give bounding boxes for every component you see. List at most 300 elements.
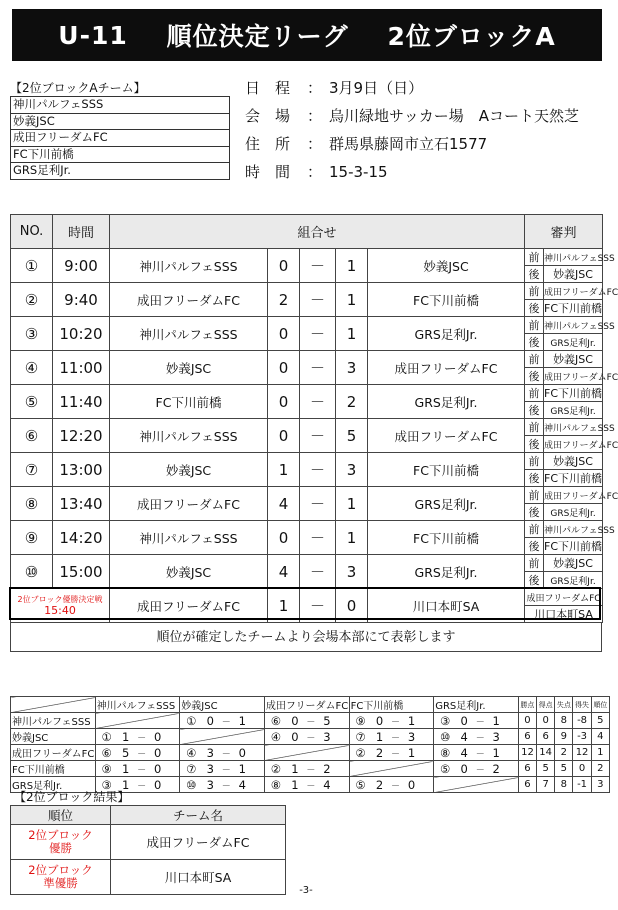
match-row (11, 249, 603, 266)
league-goals-against: 4 (323, 777, 331, 792)
home-score: 1 (268, 453, 300, 487)
award-notice: 順位が確定したチームより会場本部にて表彰します (10, 622, 602, 652)
referee-2: GRS足利Jr. (544, 504, 603, 521)
league-col-stat: 順位 (591, 697, 609, 713)
referee-2: FC下川前橋 (544, 470, 603, 487)
home-team: 神川パルフェSSS (110, 419, 268, 453)
results-team: 川口本町SA (111, 860, 286, 895)
final-time: 15:40 (44, 604, 76, 617)
league-result-cell (434, 729, 519, 745)
league-result-cell (349, 745, 434, 761)
league-goals-against: 1 (238, 713, 246, 728)
referee-1: 成田フリーダムFC (544, 487, 603, 504)
league-goals-against: 0 (153, 761, 162, 776)
home-score: 0 (268, 521, 300, 555)
league-result-cell (349, 729, 434, 745)
league-stat-value: 12 (573, 745, 591, 761)
league-goals-against: 2 (323, 761, 331, 776)
league-goals-for: 0 (460, 761, 468, 776)
info-date: 日 程 ： 3月9日（日） (245, 79, 424, 97)
score-dash: － (300, 589, 336, 623)
referee-front-label: 前 (525, 351, 544, 368)
league-match-number: ⑥ (101, 745, 112, 760)
league-dash: － (475, 749, 485, 760)
league-goals-against: 1 (238, 761, 246, 776)
league-stat-value: 1 (591, 745, 609, 761)
away-team: 成田フリーダムFC (368, 419, 525, 453)
referee-2: FC下川前橋 (544, 538, 603, 555)
away-team: 川口本町SA (368, 589, 525, 623)
final-label-text: 2位ブロック優勝決定戦 (17, 595, 103, 604)
away-team: GRS足利Jr. (368, 385, 525, 419)
away-score: 1 (336, 521, 368, 555)
league-col-team: 神川パルフェSSS (95, 697, 180, 713)
home-score: 0 (268, 351, 300, 385)
away-team: GRS足利Jr. (368, 487, 525, 521)
league-goals-for: 1 (121, 729, 130, 744)
score-dash: － (300, 521, 336, 555)
referee-2: GRS足利Jr. (544, 334, 603, 351)
referee-1: 成田フリーダムFC (525, 589, 603, 606)
league-col-team: FC下川前橋 (349, 697, 434, 713)
league-self-cell (349, 761, 434, 777)
away-team: FC下川前橋 (368, 283, 525, 317)
league-goals-against: 0 (153, 745, 162, 760)
league-match-number: ⑦ (186, 761, 197, 776)
team-list-header: 【2位ブロックAチーム】 (10, 81, 146, 95)
league-goals-for: 2 (375, 777, 384, 792)
title-part2: 順位決定リーグ (166, 22, 349, 51)
away-score: 1 (336, 317, 368, 351)
league-goals-for: 1 (291, 777, 299, 792)
league-row-team: 神川パルフェSSS (11, 713, 96, 729)
league-match-number: ⑧ (440, 745, 451, 760)
results-team: 成田フリーダムFC (111, 825, 286, 860)
match-time: 12:20 (53, 419, 110, 453)
league-stat-value: 7 (537, 777, 555, 793)
referee-back-label: 後 (525, 368, 544, 385)
away-score: 0 (336, 589, 368, 623)
league-goals-against: 1 (407, 745, 416, 760)
score-dash: － (300, 487, 336, 521)
referee-2: 成田フリーダムFC (544, 368, 603, 385)
match-number: ⑨ (11, 521, 53, 555)
league-goals-against: 0 (153, 729, 162, 744)
league-goals-for: 0 (291, 729, 299, 744)
home-team: 神川パルフェSSS (110, 521, 268, 555)
league-stat-value: 0 (537, 713, 555, 729)
league-dash: － (221, 765, 231, 776)
league-goals-for: 3 (206, 745, 214, 760)
match-row (11, 385, 603, 402)
league-goals-against: 3 (492, 729, 500, 744)
match-time: 13:40 (53, 487, 110, 521)
score-dash: － (300, 283, 336, 317)
referee-1: 成田フリーダムFC (544, 283, 603, 300)
league-col-stat: 得点 (537, 697, 555, 713)
home-score: 4 (268, 555, 300, 589)
match-number: ⑩ (11, 555, 53, 589)
league-dash: － (137, 765, 147, 776)
info-time: 時 間 ： 15-3-15 (245, 163, 388, 181)
league-result-cell (434, 713, 519, 729)
league-self-cell (180, 729, 265, 745)
away-score: 3 (336, 351, 368, 385)
referee-1: 神川パルフェSSS (544, 521, 603, 538)
page-title (12, 9, 602, 61)
home-team: 成田フリーダムFC (110, 487, 268, 521)
league-match-number: ④ (270, 729, 282, 744)
league-stat-value: 8 (555, 713, 573, 729)
league-goals-against: 1 (492, 745, 500, 760)
league-dash: － (306, 781, 316, 792)
league-col-team: GRS足利Jr. (434, 697, 519, 713)
league-goals-for: 4 (460, 729, 468, 744)
league-result-cell (95, 729, 180, 745)
referee-back-label: 後 (525, 504, 544, 521)
schedule-table (10, 214, 618, 623)
away-team: FC下川前橋 (368, 453, 525, 487)
score-dash: － (300, 555, 336, 589)
league-match-number: ③ (440, 713, 451, 728)
match-number: ① (11, 249, 53, 283)
referee-2: FC下川前橋 (544, 300, 603, 317)
league-stat-value: 3 (591, 777, 609, 793)
away-score: 3 (336, 555, 368, 589)
results-rank: 2位ブロック 優勝 (11, 825, 111, 860)
league-result-cell (95, 745, 180, 761)
league-match-number: ① (186, 713, 197, 728)
results-row (11, 825, 286, 860)
results-col-team: チーム名 (111, 806, 286, 825)
league-match-number: ⑧ (270, 777, 282, 792)
referee-back-label: 後 (525, 572, 544, 589)
league-match-number: ⑥ (270, 713, 282, 728)
league-stat-value: 6 (537, 729, 555, 745)
league-match-number: ⑤ (440, 761, 451, 776)
league-result-cell (180, 761, 265, 777)
league-match-number: ④ (186, 745, 197, 760)
league-goals-for: 0 (206, 713, 214, 728)
referee-2: GRS足利Jr. (544, 572, 603, 589)
away-score: 2 (336, 385, 368, 419)
team-list-item: 神川パルフェSSS (10, 96, 230, 114)
away-score: 5 (336, 419, 368, 453)
match-row (11, 555, 603, 572)
referee-front-label: 前 (525, 419, 544, 436)
league-stat-value: 2 (591, 761, 609, 777)
away-team: FC下川前橋 (368, 521, 525, 555)
referee-1: 妙義JSC (544, 351, 603, 368)
referee-back-label: 後 (525, 334, 544, 351)
referee-1: 神川パルフェSSS (544, 419, 603, 436)
league-goals-against: 3 (407, 729, 416, 744)
score-dash: － (300, 453, 336, 487)
league-stat-value: 0 (518, 713, 536, 729)
league-dash: － (475, 765, 485, 776)
league-result-cell (180, 777, 265, 793)
referee-front-label: 前 (525, 453, 544, 470)
referee-back-label: 後 (525, 300, 544, 317)
home-team: 妙義JSC (110, 555, 268, 589)
final-match-label (11, 589, 110, 623)
away-team: GRS足利Jr. (368, 317, 525, 351)
score-dash: － (300, 419, 336, 453)
league-result-cell (95, 761, 180, 777)
league-col-team: 成田フリーダムFC (264, 697, 349, 713)
referee-1: 妙義JSC (544, 555, 603, 572)
league-match-number: ② (355, 745, 366, 760)
league-stat-value: 5 (537, 761, 555, 777)
league-col-stat: 失点 (555, 697, 573, 713)
league-row (11, 761, 610, 777)
page-number: -3- (299, 885, 313, 896)
match-number: ⑦ (11, 453, 53, 487)
league-match-number: ⑤ (355, 777, 366, 792)
match-row (11, 419, 603, 436)
league-result-cell (264, 777, 349, 793)
away-score: 3 (336, 453, 368, 487)
league-table (10, 696, 610, 793)
match-row (11, 521, 603, 538)
league-row-team: 成田フリーダムFC (11, 745, 96, 761)
league-goals-for: 0 (460, 713, 468, 728)
league-row (11, 745, 610, 761)
league-corner (11, 697, 96, 713)
match-row (11, 283, 603, 300)
league-result-cell (349, 777, 434, 793)
league-goals-for: 4 (460, 745, 468, 760)
home-team: 妙義JSC (110, 351, 268, 385)
league-stat-value: 12 (518, 745, 536, 761)
league-stat-value: 9 (555, 729, 573, 745)
home-score: 0 (268, 385, 300, 419)
league-dash: － (391, 749, 401, 760)
league-result-cell (434, 761, 519, 777)
league-dash: － (137, 749, 147, 760)
league-result-cell (434, 745, 519, 761)
league-stat-value: 6 (518, 777, 536, 793)
referee-back-label: 後 (525, 538, 544, 555)
referee-1: 神川パルフェSSS (544, 249, 603, 266)
league-goals-against: 1 (407, 713, 416, 728)
league-goals-against: 5 (323, 713, 331, 728)
league-dash: － (306, 733, 316, 744)
league-stat-value: 5 (555, 761, 573, 777)
league-self-cell (95, 713, 180, 729)
league-goals-against: 0 (153, 777, 162, 792)
referee-front-label: 前 (525, 385, 544, 402)
away-score: 1 (336, 249, 368, 283)
home-team: 成田フリーダムFC (110, 283, 268, 317)
league-goals-for: 1 (375, 729, 384, 744)
score-dash: － (300, 385, 336, 419)
col-header-referee: 審判 (525, 215, 603, 249)
league-dash: － (137, 733, 147, 744)
home-score: 0 (268, 317, 300, 351)
title-part3: 2位ブロックA (387, 22, 556, 51)
title-part1: U-11 (58, 20, 128, 50)
referee-front-label: 前 (525, 317, 544, 334)
league-goals-against: 1 (492, 713, 500, 728)
team-list-box (10, 80, 230, 180)
match-time: 9:40 (53, 283, 110, 317)
league-goals-against: 0 (407, 777, 416, 792)
league-goals-for: 1 (121, 761, 130, 776)
team-list-item: FC下川前橋 (10, 147, 230, 164)
league-stat-value: -3 (573, 729, 591, 745)
referee-2: 川口本町SA (525, 606, 603, 623)
match-row (11, 317, 603, 334)
league-dash: － (475, 717, 485, 728)
league-goals-for: 5 (121, 745, 130, 760)
referee-back-label: 後 (525, 266, 544, 283)
league-match-number: ⑦ (355, 729, 366, 744)
col-header-no: NO. (11, 215, 53, 249)
match-row (11, 351, 603, 368)
league-match-number: ⑨ (101, 761, 112, 776)
team-list-item: GRS足利Jr. (10, 163, 230, 180)
match-number: ⑥ (11, 419, 53, 453)
match-row (11, 487, 603, 504)
league-match-number: ② (270, 761, 282, 776)
match-number: ④ (11, 351, 53, 385)
league-result-cell (349, 713, 434, 729)
league-header-row (11, 697, 610, 713)
away-team: 妙義JSC (368, 249, 525, 283)
home-score: 0 (268, 249, 300, 283)
match-number: ⑤ (11, 385, 53, 419)
league-match-number: ③ (101, 777, 112, 792)
home-score: 1 (268, 589, 300, 623)
results-col-rank: 順位 (11, 806, 111, 825)
home-team: 成田フリーダムFC (110, 589, 268, 623)
match-row (11, 453, 603, 470)
league-col-stat: 得失 (573, 697, 591, 713)
referee-front-label: 前 (525, 249, 544, 266)
league-stat-value: 2 (555, 745, 573, 761)
league-result-cell (264, 713, 349, 729)
match-number: ② (11, 283, 53, 317)
referee-front-label: 前 (525, 487, 544, 504)
referee-back-label: 後 (525, 470, 544, 487)
league-result-cell (180, 745, 265, 761)
league-match-number: ⑩ (440, 729, 451, 744)
league-stat-value: 5 (591, 713, 609, 729)
referee-front-label: 前 (525, 555, 544, 572)
match-number: ③ (11, 317, 53, 351)
league-stat-value: -1 (573, 777, 591, 793)
home-score: 0 (268, 419, 300, 453)
league-stat-value: 6 (518, 729, 536, 745)
referee-front-label: 前 (525, 283, 544, 300)
league-row-team: FC下川前橋 (11, 761, 96, 777)
home-score: 2 (268, 283, 300, 317)
match-row (11, 589, 603, 606)
league-dash: － (306, 765, 316, 776)
home-team: 神川パルフェSSS (110, 249, 268, 283)
league-goals-for: 1 (291, 761, 299, 776)
referee-back-label: 後 (525, 436, 544, 453)
league-stat-value: 4 (591, 729, 609, 745)
league-dash: － (391, 733, 401, 744)
match-time: 9:00 (53, 249, 110, 283)
results-rank: 2位ブロック 準優勝 (11, 860, 111, 895)
home-team: FC下川前橋 (110, 385, 268, 419)
league-row (11, 713, 610, 729)
league-result-cell (264, 729, 349, 745)
league-goals-against: 2 (492, 761, 500, 776)
league-goals-for: 1 (121, 777, 130, 792)
league-stat-value: 8 (555, 777, 573, 793)
match-time: 10:20 (53, 317, 110, 351)
away-score: 1 (336, 283, 368, 317)
score-dash: － (300, 317, 336, 351)
league-goals-for: 3 (206, 761, 214, 776)
league-self-cell (434, 777, 519, 793)
team-list-item: 妙義JSC (10, 114, 230, 131)
league-dash: － (391, 717, 401, 728)
home-team: 妙義JSC (110, 453, 268, 487)
home-score: 4 (268, 487, 300, 521)
league-row-team: 妙義JSC (11, 729, 96, 745)
league-match-number: ⑨ (355, 713, 366, 728)
league-dash: － (221, 781, 231, 792)
away-team: GRS足利Jr. (368, 555, 525, 589)
league-dash: － (221, 717, 231, 728)
referee-front-label: 前 (525, 521, 544, 538)
league-goals-for: 3 (206, 777, 214, 792)
team-list-item: 成田フリーダムFC (10, 130, 230, 147)
home-team: 神川パルフェSSS (110, 317, 268, 351)
league-stat-value: 14 (537, 745, 555, 761)
league-row (11, 729, 610, 745)
league-goals-for: 2 (375, 745, 384, 760)
match-time: 13:00 (53, 453, 110, 487)
league-dash: － (475, 733, 485, 744)
match-time: 11:40 (53, 385, 110, 419)
league-goals-for: 0 (291, 713, 299, 728)
match-time: 14:20 (53, 521, 110, 555)
league-dash: － (306, 717, 316, 728)
referee-1: 妙義JSC (544, 453, 603, 470)
league-stat-value: -8 (573, 713, 591, 729)
score-dash: － (300, 249, 336, 283)
league-goals-against: 0 (238, 745, 246, 760)
away-score: 1 (336, 487, 368, 521)
league-self-cell (264, 745, 349, 761)
score-dash: － (300, 351, 336, 385)
info-address: 住 所 ： 群馬県藤岡市立石1577 (245, 135, 488, 153)
league-goals-against: 4 (238, 777, 246, 792)
info-venue: 会 場 ： 烏川緑地サッカー場 Aコート天然芝 (245, 107, 579, 125)
referee-back-label: 後 (525, 402, 544, 419)
league-goals-for: 0 (375, 713, 384, 728)
league-match-number: ⑩ (186, 777, 197, 792)
match-time: 11:00 (53, 351, 110, 385)
league-stat-value: 6 (518, 761, 536, 777)
league-goals-against: 3 (323, 729, 331, 744)
referee-1: 神川パルフェSSS (544, 317, 603, 334)
league-match-number: ① (101, 729, 112, 744)
col-header-match: 組合せ (110, 215, 525, 249)
match-time: 15:00 (53, 555, 110, 589)
col-header-time: 時間 (53, 215, 110, 249)
match-number: ⑧ (11, 487, 53, 521)
league-col-team: 妙義JSC (180, 697, 265, 713)
league-dash: － (137, 781, 147, 792)
league-row-team: GRS足利Jr. (11, 777, 96, 793)
